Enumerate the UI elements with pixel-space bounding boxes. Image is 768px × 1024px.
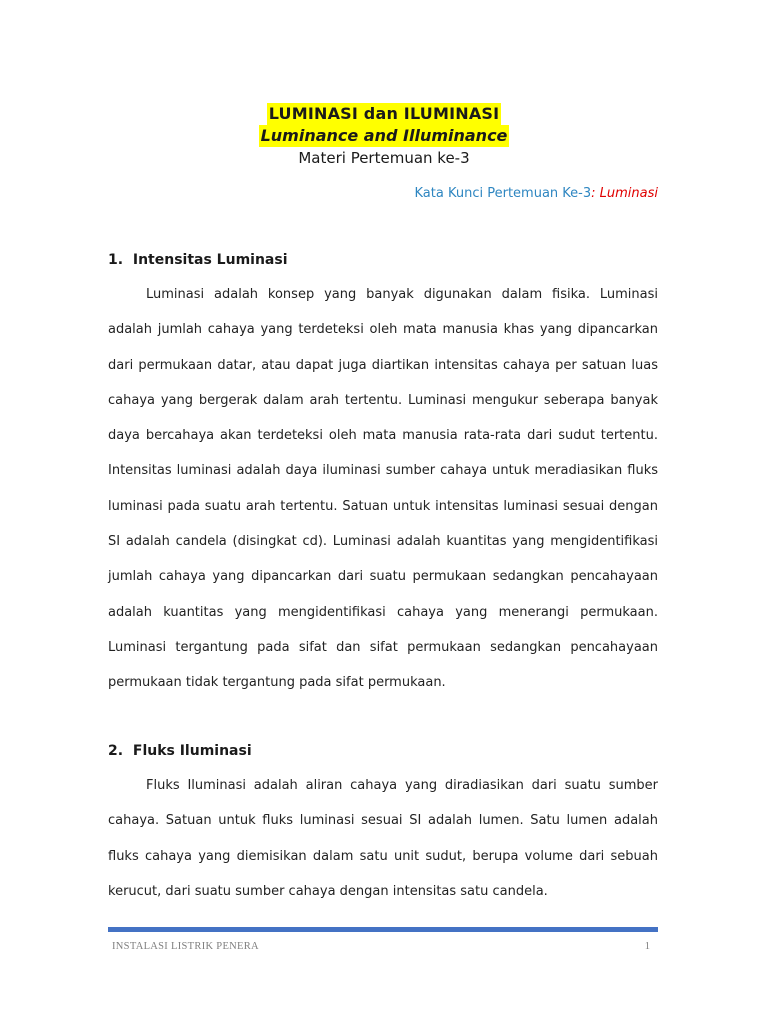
page-number: 1 bbox=[644, 941, 650, 952]
section-heading-1 bbox=[108, 250, 288, 270]
keyword-label: Kata Kunci Pertemuan Ke-3 bbox=[414, 186, 592, 201]
footer-rule bbox=[108, 927, 658, 932]
keyword-line bbox=[415, 184, 658, 204]
section-paragraph-1: Luminasi adalah konsep yang banyak digunakan dalam fisika. Luminasi adalah jumlah cahaya yang terdeteksi oleh mata manusia khas yang dipancarkan dari permukaan datar, atau dapat juga diartikan intensitas cahaya per satuan luas cahaya yang bergerak dalam arah tertentu. Luminasi mengukur seberapa banyak daya bercahaya akan terdeteksi oleh mata manusia rata-rata dari sudut tertentu. Intensitas luminasi adalah daya iluminasi sumber cahaya untuk meradiasikan fluks luminasi pada suatu arah tertentu. Satuan untuk intensitas luminasi sesuai dengan SI adalah candela (disingkat cd). Luminasi adalah kuantitas yang mengidentifikasi jumlah cahaya yang dipancarkan dari suatu permukaan sedangkan pencahayaan adalah kuantitas yang mengidentifikasi cahaya yang menerangi permukaan. Luminasi tergantung pada sifat dan sifat permukaan sedangkan pencahayaan permukaan tidak tergantung pada sifat permukaan. bbox=[108, 287, 658, 691]
section-number: 1. bbox=[108, 252, 124, 268]
section-heading-text: Intensitas Luminasi bbox=[132, 252, 288, 268]
document-subtitle: Luminance and Illuminance bbox=[260, 126, 508, 145]
document-title: LUMINASI dan ILUMINASI bbox=[268, 104, 500, 123]
title-block bbox=[0, 103, 768, 169]
section-paragraph-2: Fluks Iluminasi adalah aliran cahaya yang diradiasikan dari suatu sumber cahaya. Satuan untuk fluks luminasi sesuai SI adalah lumen. Satu lumen adalah fluks cahaya yang diemisikan dalam satu unit sudut, berupa volume dari sebuah kerucut, dari suatu sumber cahaya dengan intensitas satu candela. bbox=[108, 778, 658, 899]
section-number: 2. bbox=[108, 743, 124, 759]
section-heading-text: Fluks Iluminasi bbox=[132, 743, 252, 759]
meeting-label: Materi Pertemuan ke-3 bbox=[298, 149, 470, 167]
keyword-value: : Luminasi bbox=[591, 186, 658, 201]
footer-title: INSTALASI LISTRIK PENERA bbox=[112, 941, 259, 952]
section-heading-2 bbox=[108, 741, 252, 761]
